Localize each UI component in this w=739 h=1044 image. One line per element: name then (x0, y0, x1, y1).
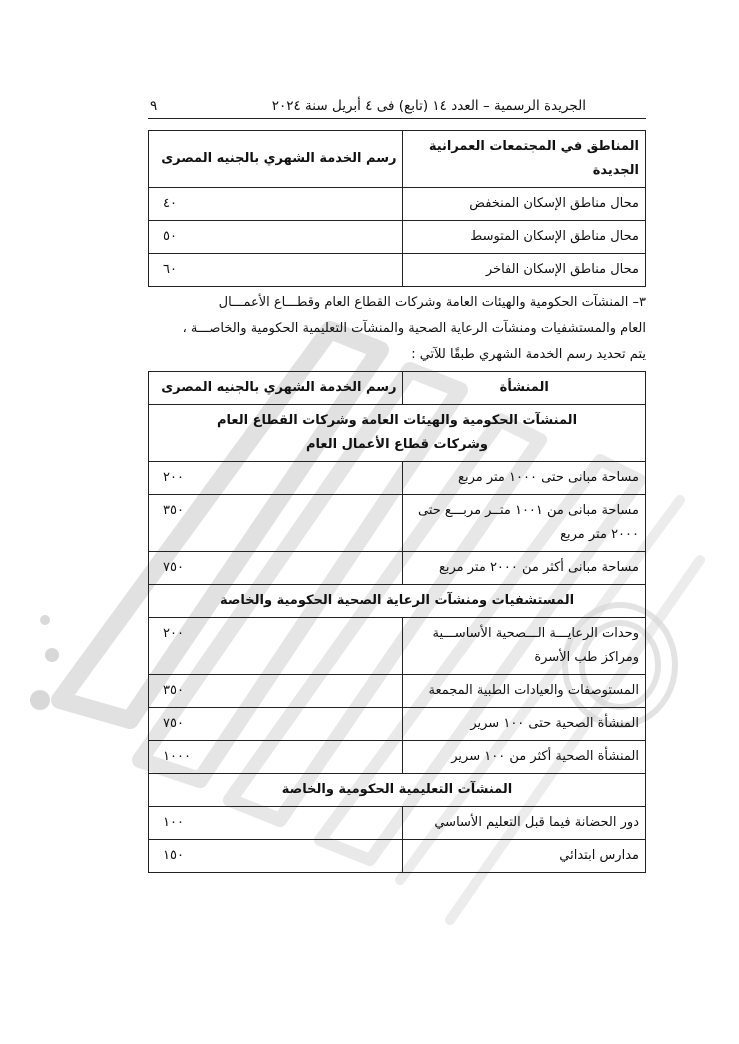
table-row (149, 221, 646, 254)
row-label: مساحة مبانى حتى ١٠٠٠ متر مربع (403, 462, 646, 495)
row-value: ١٠٠٠ (149, 741, 403, 774)
table-row (149, 495, 646, 552)
table-row (149, 254, 646, 287)
paragraph-line: ٣– المنشآت الحكومية والهيئات العامة وشركات القطاع العام وقطـــاع الأعمـــال (218, 295, 646, 310)
row-label: مساحة مبانى أكثر من ٢٠٠٠ متر مربع (403, 552, 646, 585)
page-header (148, 88, 646, 119)
row-label: محال مناطق الإسكان الفاخر (403, 254, 646, 287)
table-row (149, 708, 646, 741)
row-value: ١٥٠ (149, 840, 403, 873)
row-value: ٧٥٠ (149, 708, 403, 741)
section-row-government (149, 405, 646, 462)
row-value: ١٠٠ (149, 807, 403, 840)
row-label: المنشأة الصحية حتى ١٠٠ سرير (403, 708, 646, 741)
row-label: مدارس ابتدائي (403, 840, 646, 873)
page-number: ٩ (150, 98, 158, 114)
row-label: المنشأة الصحية أكثر من ١٠٠ سرير (403, 741, 646, 774)
row-value: ٢٠٠ (149, 618, 403, 675)
row-label: محال مناطق الإسكان المتوسط (403, 221, 646, 254)
table-row (149, 807, 646, 840)
table-row (149, 840, 646, 873)
paragraph-line: العام والمستشفيات ومنشآت الرعاية الصحية والمنشآت التعليمية الحكومية والخاصـــة ، (182, 321, 646, 336)
table-row (149, 188, 646, 221)
column-header-fee: رسم الخدمة الشهري بالجنيه المصرى (149, 131, 403, 188)
row-label: محال مناطق الإسكان المنخفض (403, 188, 646, 221)
clause-paragraph (148, 290, 646, 368)
table-row (149, 741, 646, 774)
paragraph-line: يتم تحديد رسم الخدمة الشهري طبقًا للآتي : (411, 347, 646, 362)
column-header-area: المناطق في المجتمعات العمرانية الجديدة (403, 131, 646, 188)
section-title-line: المنشآت الحكومية والهيئات العامة وشركات القطاع العام (216, 413, 578, 428)
section-title: المستشفيات ومنشآت الرعاية الصحية الحكومية والخاصة (149, 585, 646, 618)
column-header-fee: رسم الخدمة الشهري بالجنيه المصرى (149, 372, 403, 405)
row-value: ٧٥٠ (149, 552, 403, 585)
table-row (149, 462, 646, 495)
table-row (149, 618, 646, 675)
table-header-row (149, 372, 646, 405)
row-value: ٣٥٠ (149, 675, 403, 708)
table-row (149, 675, 646, 708)
row-value: ٤٠ (149, 188, 403, 221)
row-label: المستوصفات والعيادات الطبية المجمعة (403, 675, 646, 708)
row-value: ٣٥٠ (149, 495, 403, 552)
residential-fee-table (148, 130, 646, 287)
table-row (149, 552, 646, 585)
facility-fee-table (148, 371, 646, 873)
row-label: مساحة مبانى من ١٠٠١ متــر مربـــع حتى ٢٠٠٠ متر مربع (403, 495, 646, 552)
row-label: وحدات الرعايـــة الـــصحية الأساســـية ومراكز طب الأسرة (403, 618, 646, 675)
section-row-health (149, 585, 646, 618)
row-value: ٦٠ (149, 254, 403, 287)
section-title: المنشآت التعليمية الحكومية والخاصة (149, 774, 646, 807)
row-value: ٢٠٠ (149, 462, 403, 495)
table-header-row (149, 131, 646, 188)
section-row-education (149, 774, 646, 807)
row-label: دور الحضانة فيما قبل التعليم الأساسي (403, 807, 646, 840)
document-page (148, 88, 646, 873)
column-header-facility: المنشأة (403, 372, 646, 405)
section-title-line: وشركات قطاع الأعمال العام (306, 437, 488, 452)
row-value: ٥٠ (149, 221, 403, 254)
gazette-title: الجريدة الرسمية – العدد ١٤ (تابع) فى ٤ أبريل سنة ٢٠٢٤ (271, 98, 586, 114)
